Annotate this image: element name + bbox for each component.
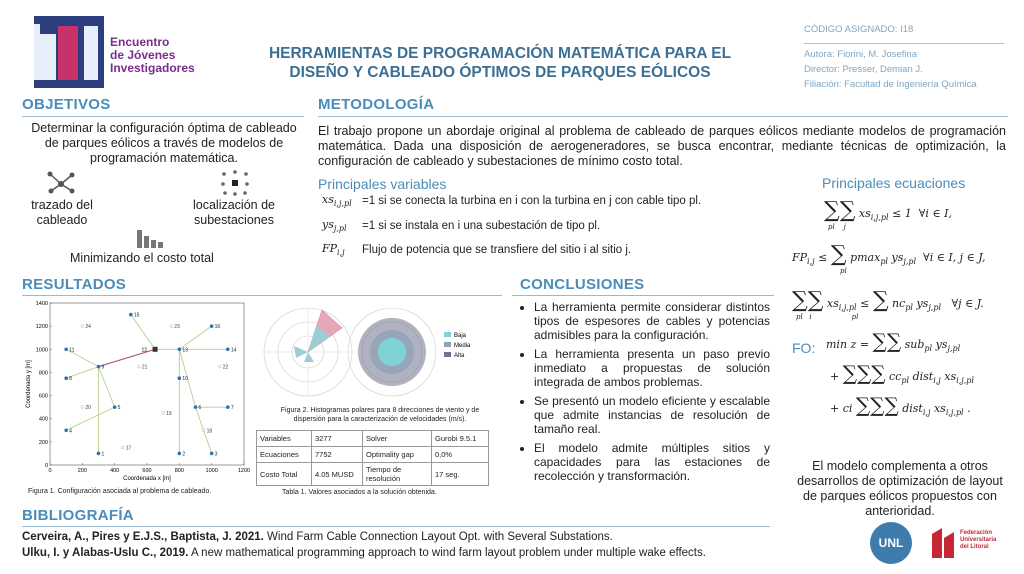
y-tick-label: 400 <box>38 416 48 423</box>
turbine-point <box>210 324 214 328</box>
turbine-point <box>178 452 182 456</box>
turbine-label: 3 <box>214 451 218 458</box>
y-tick-label: 200 <box>38 439 48 446</box>
resultados-title: RESULTADOS <box>22 276 127 293</box>
page-title: HERRAMIENTAS DE PROGRAMACIÓN MATEMÁTICA PARA EL DISEÑO Y CABLEADO ÓPTIMOS DE PARQUES EÓLICOS <box>268 45 732 81</box>
objective-function: min z = ∑∑ sub$_{pl}$ $ys_{j,pl}$ + ∑∑∑ $cc_{pl}$ dist$_{i,j}$ $xs_{i,j,pl}$ + ci ∑∑∑ dist$_{i,j}$ $xs_{i,j,pl}$ . <box>826 329 974 417</box>
turbine-point <box>64 428 68 432</box>
ful-logo <box>928 524 958 565</box>
turbine-label: 9 <box>101 364 105 371</box>
turbine-point <box>64 376 68 380</box>
var-ys-symbol: $ys_{j,pl}$ <box>322 218 347 233</box>
y-tick-label: 1400 <box>35 301 48 307</box>
location-icon <box>220 170 250 201</box>
logo-text: Encuentro de Jóvenes Investigadores <box>110 35 195 75</box>
turbine-label: 2 <box>182 451 186 458</box>
turbine-point <box>129 313 133 317</box>
ful-logo-text: Federación Universitaria del Litoral <box>960 530 997 550</box>
var-ys-desc: =1 si se instala en i una subestación de tipo pl. <box>362 220 601 232</box>
equation-2: $FP_{i,j}$ ≤ ∑ pmax$_{pl}$ $ys_{j,pl}$ ∀i ∈ I, j ∈ J, pl <box>792 242 986 275</box>
objetivo-costo: Minimizando el costo total <box>70 251 214 265</box>
results-table: Variables 3277 Solver Gurobi 9.5.1 Ecuaciones 7752 Optimality gap 0,0% Costo Total 4.05 MUSD Tiempo de resolución 17 seg. <box>256 430 489 486</box>
free-site-label: 22 <box>222 364 229 371</box>
free-site <box>81 325 84 328</box>
x-tick-label: 200 <box>77 468 87 474</box>
turbine-point <box>194 405 198 409</box>
turbine-label: 16 <box>214 324 221 331</box>
turbine-point <box>226 347 230 351</box>
free-site <box>218 365 221 368</box>
substation-point <box>153 347 158 352</box>
turbine-point <box>226 405 230 409</box>
turbine-point <box>113 405 117 409</box>
free-site-label: 17 <box>125 445 132 452</box>
y-tick-label: 1000 <box>35 347 48 354</box>
variables-title: Principales variables <box>318 176 447 192</box>
equation-1: ∑∑ $xs_{i,j,pl} \le 1$ ∀i ∈ I, pl j <box>824 198 952 231</box>
turbine-point <box>210 452 214 456</box>
figure-1 <box>22 297 254 488</box>
conclusion-item: • El modelo admite múltiples sitios y capacidades para las estaciones de recolección y transformación. <box>534 441 770 483</box>
turbine-point <box>97 452 101 456</box>
equation-3: ∑∑ $xs_{i,j,pl}$ ≤ ∑ $nc_{pl}$ $ys_{j,pl}$ ∀j ∈ J. pl i pl <box>792 288 984 321</box>
var-xs-desc: =1 si se conecta la turbina en i con la turbina en j con cable tipo pl. <box>362 195 702 207</box>
bibliografia-title: BIBLIOGRAFÍA <box>22 507 134 524</box>
free-site-label: 19 <box>166 410 172 417</box>
turbine-label: 1 <box>101 451 105 458</box>
reference-1: Cerveira, A., Pires y E.J.S., Baptista, J. 2021. Wind Farm Cable Connection Layout Opt. with Several Substations. <box>22 531 613 543</box>
y-tick-label: 0 <box>44 463 48 469</box>
conclusion-item: • La herramienta permite considerar distintos tipos de espesores de cables y potencias admisibles para la configuración. <box>534 300 770 342</box>
objetivo-subestaciones: localización de subestaciones <box>193 198 275 227</box>
y-tick-label: 600 <box>38 393 48 400</box>
legend-media: Media <box>454 343 471 349</box>
network-icon <box>46 170 76 199</box>
cable-layout-chart <box>22 297 254 483</box>
var-fp-symbol: $FP_{i,j}$ <box>322 242 345 257</box>
reference-2: Ulku, I. y Alabas-Uslu C., 2019. A new mathematical programming approach to wind farm layout problem under multiple wake effects. <box>22 547 706 559</box>
y-axis-label: Coordenada y [m] <box>26 360 32 408</box>
unl-logo: UNL <box>870 522 912 564</box>
conclusiones-list <box>520 300 770 488</box>
turbine-label: 11 <box>69 347 75 354</box>
free-site <box>81 406 84 409</box>
turbine-label: 5 <box>117 405 121 412</box>
fig2-caption: Figura 2. Histogramas polares para 8 direcciones de viento y de dispersión para la caracterización de velocidades (m/s). <box>280 407 480 423</box>
free-site-label: 18 <box>206 428 213 435</box>
turbine-point <box>97 365 101 369</box>
metodologia-title: METODOLOGÍA <box>318 96 435 113</box>
y-tick-label: 800 <box>38 370 48 377</box>
fo-label: FO: <box>792 340 816 356</box>
turbine-label: 8 <box>69 376 72 383</box>
free-site <box>202 429 205 432</box>
complement-text: El modelo complementa a otros desarrollos de optimización de layout de parques eólicos propuestos con anterioridad. <box>797 459 1003 518</box>
x-tick-label: 1200 <box>237 468 251 474</box>
turbine-label: 14 <box>230 347 237 354</box>
substation-label: 12 <box>141 347 148 354</box>
objetivos-text: Determinar la configuración óptima de cableado de parques eólicos a través de modelos de programación matemática. <box>31 121 297 165</box>
x-tick-label: 800 <box>174 468 184 474</box>
x-tick-label: 400 <box>110 468 120 474</box>
turbine-point <box>178 347 182 351</box>
eji-logo <box>34 16 104 88</box>
objetivo-cableado: trazado del cableado <box>31 198 93 227</box>
free-site <box>162 412 165 415</box>
turbine-label: 7 <box>230 405 234 412</box>
turbine-label: 13 <box>182 347 188 354</box>
cost-chart-icon <box>136 228 164 253</box>
polar-histograms <box>256 300 478 404</box>
free-site-label: 20 <box>85 405 91 412</box>
x-tick-label: 0 <box>48 468 52 474</box>
turbine-label: 10 <box>182 376 188 383</box>
x-tick-label: 600 <box>142 468 152 474</box>
figure-2 <box>256 300 478 409</box>
turbine-point <box>64 347 68 351</box>
conclusion-item: • Se presentó un modelo eficiente y escalable que admite instancias de resolución de tamaño real. <box>534 394 770 436</box>
legend-alta: Alta <box>454 353 465 359</box>
turbine-label: 6 <box>198 405 202 412</box>
objetivos-title: OBJETIVOS <box>22 96 111 113</box>
free-site-label: 21 <box>141 364 148 371</box>
legend-baja: Baja <box>454 333 467 339</box>
fig1-caption: Figura 1. Configuración asociada al problema de cableado. <box>28 488 212 495</box>
turbine-point <box>178 376 182 380</box>
x-axis-label: Coordenada x [m] <box>123 476 171 482</box>
conclusion-item: • La herramienta presenta un paso previo inmediato a propuestas de solución integrada de ambos problemas. <box>534 347 770 389</box>
free-site <box>138 365 141 368</box>
conclusiones-title: CONCLUSIONES <box>520 276 645 293</box>
equations-title: Principales ecuaciones <box>822 175 966 191</box>
turbine-label: 15 <box>133 312 140 319</box>
metodologia-text: El trabajo propone un abordaje original al problema de cableado de parques eólicos mediante modelos de programación matemática. Dada una disposición de aerogeneradores, se busca encontrar, mediante técnicas de optimización, la configuración de cableado y subestaciones de mínimo costo total. <box>318 124 1006 168</box>
x-tick-label: 1000 <box>205 468 218 474</box>
var-fp-desc: Flujo de potencia que se transfiere del sitio i al sitio j. <box>362 244 632 256</box>
free-site-label: 24 <box>85 324 91 331</box>
turbine-label: 4 <box>69 428 72 435</box>
y-tick-label: 1200 <box>35 324 48 331</box>
table-caption: Tabla 1. Valores asociados a la solución obtenida. <box>282 489 437 496</box>
free-site <box>121 446 124 449</box>
var-xs-symbol: $xs_{i,j,pl}$ <box>322 193 352 208</box>
author-info: CÓDIGO ASIGNADO: I18 Autora: Fiorini, M. Josefina Director: Presser, Demian J. Filiación: Facultad de Ingeniería Química <box>804 22 1004 92</box>
free-site-label: 23 <box>174 324 180 331</box>
free-site <box>170 325 173 328</box>
